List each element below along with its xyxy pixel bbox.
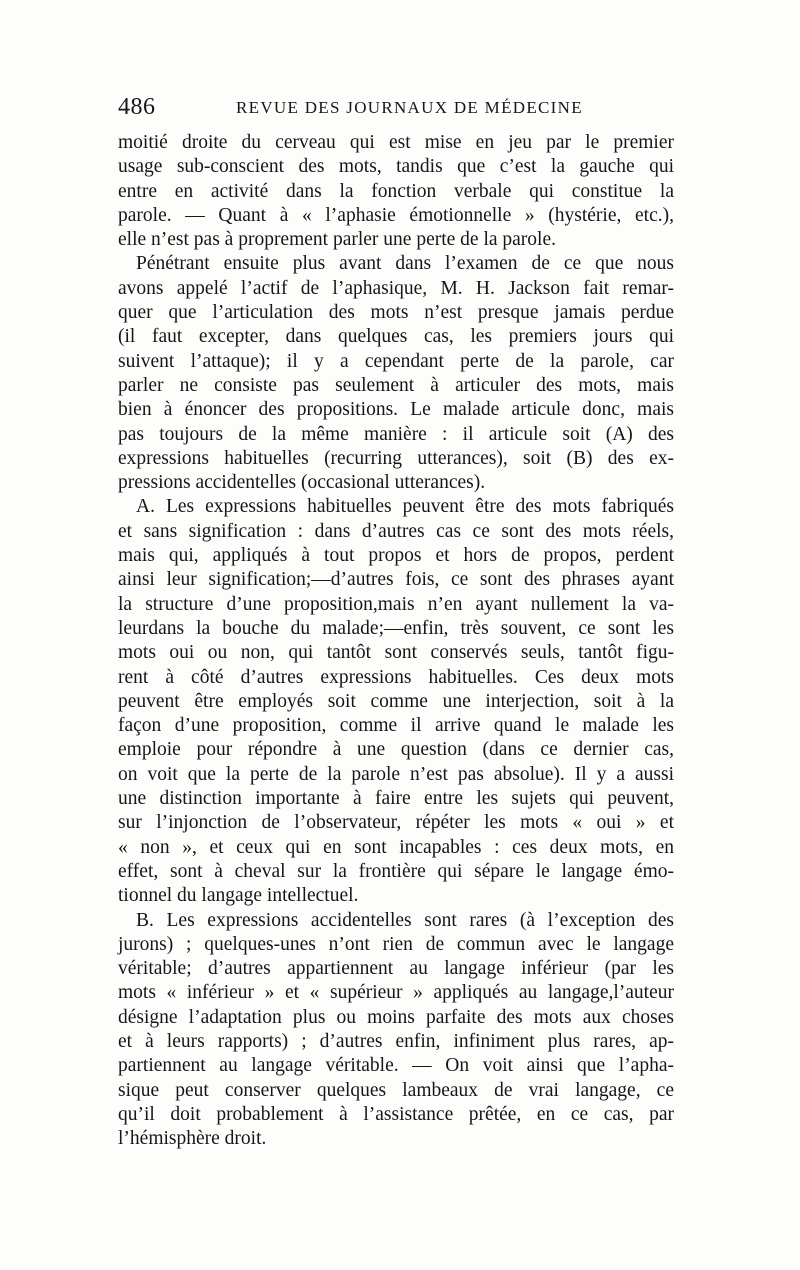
text-line: expressions habituelles (recurring utterances), soit (B) des ex-: [118, 447, 674, 469]
text-line: désigne l’adaptation plus ou moins parfaite des mots aux choses: [118, 1006, 674, 1028]
text-line: on voit que la perte de la parole n’est pas absolue). Il y a aussi: [118, 763, 674, 785]
text-line: avons appelé l’actif de l’aphasique, M. H. Jackson fait remar-: [118, 277, 674, 299]
text-line: moitié droite du cerveau qui est mise en jeu par le premier: [118, 132, 674, 153]
text-line: parole. — Quant à « l’aphasie émotionnelle » (hystérie, etc.),: [118, 204, 674, 226]
text-line: et sans signification : dans d’autres cas ce sont des mots réels,: [118, 520, 674, 542]
text-line: qu’il doit probablement à l’assistance prêtée, en ce cas, par: [118, 1103, 674, 1125]
page-number: 486: [118, 94, 156, 120]
text-line: jurons) ; quelques-unes n’ont rien de commun avec le langage: [118, 933, 674, 955]
text-line: mots « inférieur » et « supérieur » appliqués au langage,l’auteur: [118, 982, 674, 1004]
text-line: A. Les expressions habituelles peuvent être des mots fabriqués: [136, 496, 674, 518]
text-line: partiennent au langage véritable. — On voit ainsi que l’apha-: [118, 1055, 674, 1077]
text-line: Pénétrant ensuite plus avant dans l’examen de ce que nous: [136, 253, 674, 275]
text-line: rent à côté d’autres expressions habituelles. Ces deux mots: [118, 666, 674, 688]
text-line: elle n’est pas à proprement parler une perte de la parole.: [118, 229, 556, 251]
text-line: pressions accidentelles (occasional utterances).: [118, 472, 486, 494]
text-line: sur l’injonction de l’observateur, répéter les mots « oui » et: [118, 812, 674, 834]
text-line: mots oui ou non, qui tantôt sont conservés seuls, tantôt figu-: [118, 642, 674, 664]
journal-title: REVUE DES JOURNAUX DE MÉDECINE: [236, 98, 583, 117]
text-line: une distinction importante à faire entre les sujets qui peuvent,: [118, 788, 674, 810]
text-line: quer que l’articulation des mots n’est presque jamais perdue: [118, 302, 674, 324]
text-line: tionnel du langage intellectuel.: [118, 885, 359, 907]
text-line: pas toujours de la même manière : il articule soit (A) des: [118, 423, 674, 445]
text-line: (il faut excepter, dans quelques cas, les premiers jours qui: [118, 326, 674, 348]
text-line: mais qui, appliqués à tout propos et hors de propos, perdent: [118, 545, 674, 567]
text-line: et à leurs rapports) ; d’autres enfin, infiniment plus rares, ap-: [118, 1030, 674, 1052]
text-line: sique peut conserver quelques lambeaux de vrai langage, ce: [118, 1079, 674, 1101]
text-line: effet, sont à cheval sur la frontière qui sépare le langage émo-: [118, 860, 674, 882]
text-line: « non », et ceux qui en sont incapables : ces deux mots, en: [118, 836, 674, 858]
text-line: ainsi leur signification;—d’autres fois, ce sont des phrases ayant: [118, 569, 674, 591]
text-line: leurdans la bouche du malade;—enfin, très souvent, ce sont les: [118, 617, 674, 639]
text-line: la structure d’une proposition,mais n’en ayant nullement la va-: [118, 593, 674, 615]
text-line: parler ne consiste pas seulement à articuler des mots, mais: [118, 374, 674, 396]
text-line: emploie pour répondre à une question (dans ce dernier cas,: [118, 739, 674, 761]
text-line: suivent l’attaque); il y a cependant perte de la parole, car: [118, 350, 674, 372]
text-line: peuvent être employés soit comme une interjection, soit à la: [118, 690, 674, 712]
text-line: bien à énoncer des propositions. Le malade articule donc, mais: [118, 399, 674, 421]
text-line: véritable; d’autres appartiennent au langage inférieur (par les: [118, 958, 674, 980]
running-head: [118, 92, 674, 122]
body-text: [118, 131, 674, 1171]
text-line: B. Les expressions accidentelles sont rares (à l’exception des: [136, 909, 674, 931]
text-line: entre en activité dans la fonction verbale qui constitue la: [118, 180, 674, 202]
text-line: l’hémisphère droit.: [118, 1128, 267, 1150]
text-line: usage sub-conscient des mots, tandis que c’est la gauche qui: [118, 156, 674, 178]
text-line: façon d’une proposition, comme il arrive quand le malade les: [118, 715, 674, 737]
